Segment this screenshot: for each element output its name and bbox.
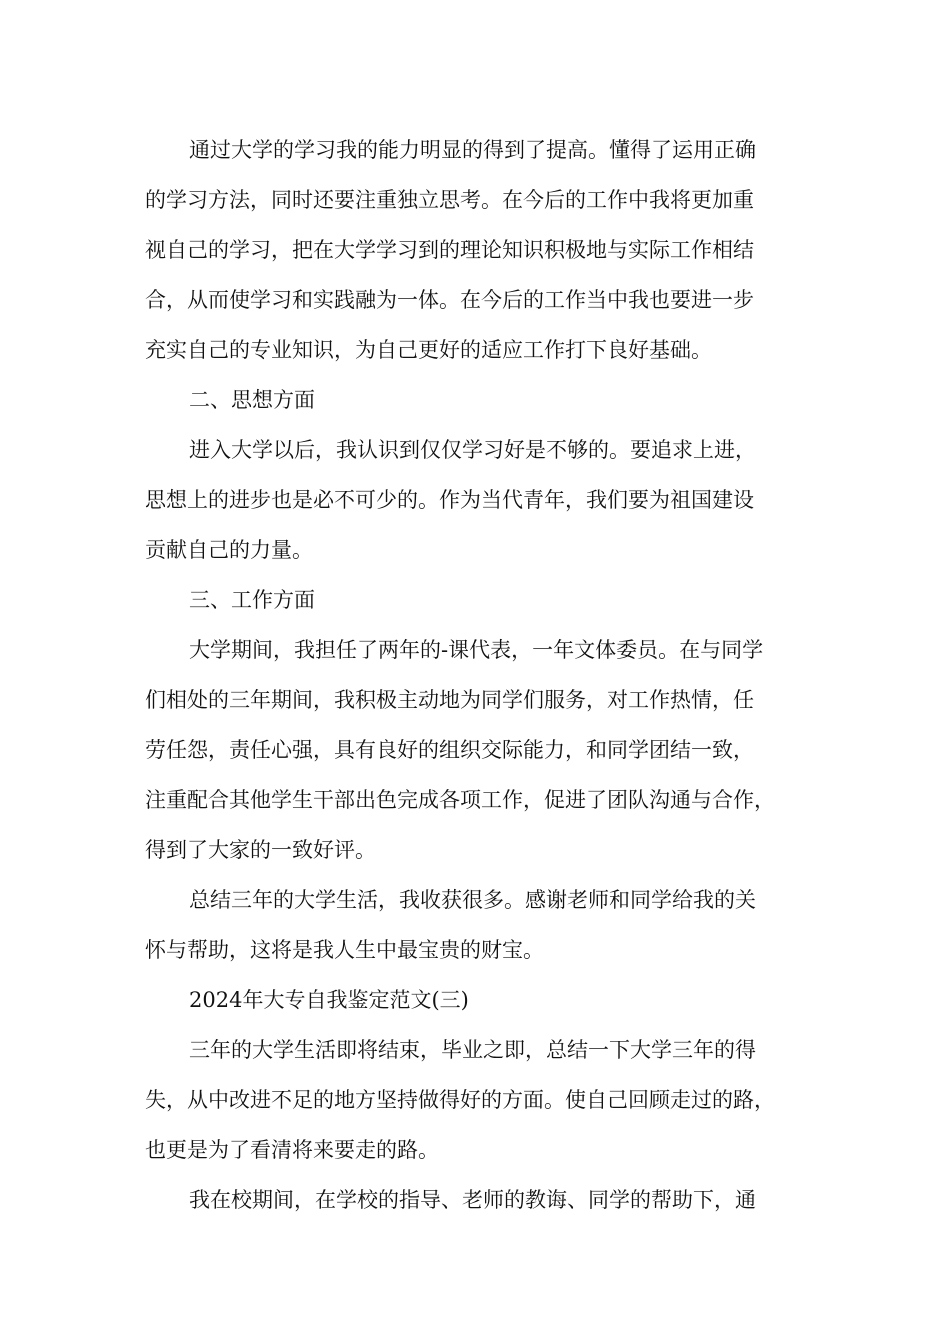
- text-line: 劳任怨，责任心强，具有良好的组织交际能力，和同学团结一致，: [145, 738, 754, 762]
- text-line: 视自己的学习，把在大学学习到的理论知识积极地与实际工作相结: [145, 238, 754, 262]
- text-line: 进入大学以后，我认识到仅仅学习好是不够的。要追求上进，: [189, 438, 756, 462]
- text-line: 通过大学的学习我的能力明显的得到了提高。懂得了运用正确: [189, 138, 756, 162]
- text-line: 贡献自己的力量。: [145, 538, 313, 562]
- text-line: 们相处的三年期间，我积极主动地为同学们服务，对工作热情，任: [145, 688, 754, 712]
- text-line: 二、思想方面: [189, 388, 315, 412]
- text-line: 思想上的进步也是必不可少的。作为当代青年，我们要为祖国建设: [145, 488, 754, 512]
- text-line: 得到了大家的一致好评。: [145, 838, 376, 862]
- text-line: 充实自己的专业知识，为自己更好的适应工作打下良好基础。: [145, 338, 712, 362]
- text-line: 也更是为了看清将来要走的路。: [145, 1138, 439, 1162]
- text-line: 注重配合其他学生干部出色完成各项工作，促进了团队沟通与合作，: [145, 788, 775, 812]
- text-line: 大学期间，我担任了两年的-课代表，一年文体委员。在与同学: [189, 638, 764, 662]
- text-line: 2024年大专自我鉴定范文(三): [189, 988, 469, 1012]
- text-line: 怀与帮助，这将是我人生中最宝贵的财宝。: [145, 938, 544, 962]
- document-body: [145, 125, 825, 1225]
- text-line: 的学习方法，同时还要注重独立思考。在今后的工作中我将更加重: [145, 188, 754, 212]
- text-line: 三年的大学生活即将结束，毕业之即，总结一下大学三年的得: [189, 1038, 756, 1062]
- text-line: 失，从中改进不足的地方坚持做得好的方面。使自己回顾走过的路，: [145, 1088, 775, 1112]
- text-line: 合，从而使学习和实践融为一体。在今后的工作当中我也要进一步: [145, 288, 754, 312]
- text-line: 三、工作方面: [189, 588, 315, 612]
- text-line: 总结三年的大学生活，我收获很多。感谢老师和同学给我的关: [189, 888, 756, 912]
- text-line: 我在校期间，在学校的指导、老师的教诲、同学的帮助下，通: [189, 1188, 756, 1212]
